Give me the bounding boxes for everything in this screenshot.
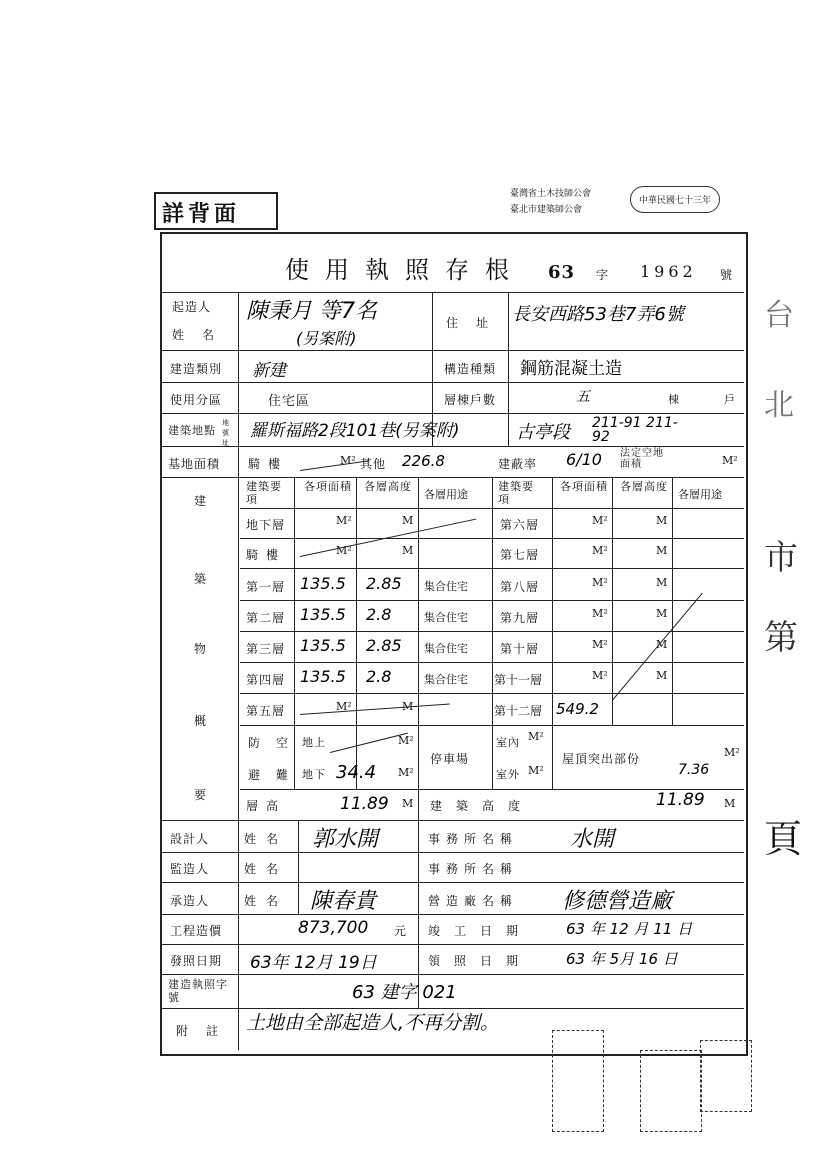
hw-f4-h: 2.8	[366, 667, 392, 686]
hw-category: 新建	[252, 361, 286, 381]
col-item-left: 建築要項	[246, 480, 282, 506]
label-above: 地上	[302, 736, 326, 749]
floor-left-2: 第一層	[246, 580, 286, 594]
u-r0a: M²	[592, 514, 608, 527]
u-r5h: M	[656, 669, 668, 682]
label-below: 地下	[302, 768, 326, 781]
col-area-right: 各項面積	[560, 480, 608, 493]
col-height-right: 各層高度	[620, 480, 668, 493]
u-r3h: M	[656, 607, 668, 620]
side-char-5: 頁	[764, 817, 804, 861]
label-supervisor: 監造人	[170, 862, 210, 876]
label-receive-date: 領照日期	[428, 954, 533, 968]
hw-f3-use: 集合住宅	[424, 642, 468, 655]
col-height-left: 各層高度	[364, 480, 412, 493]
u-r2h: M	[656, 576, 668, 589]
label-building-1: 建	[194, 494, 208, 508]
u-r3a: M²	[592, 607, 608, 620]
label-permit-no: 建造執照字號	[168, 978, 228, 1004]
hw-f1-h: 2.85	[366, 574, 402, 593]
detail-tag	[154, 192, 278, 230]
u-l0h: M	[402, 514, 414, 527]
hw-floors: 五	[576, 389, 590, 405]
hw-f1-area: 135.5	[300, 574, 346, 593]
unit-above: M²	[398, 734, 414, 747]
hw-f2-h: 2.8	[366, 605, 392, 624]
label-office-2: 事務所名稱	[428, 862, 519, 876]
u-l6h: M	[402, 700, 414, 713]
top-stamp	[500, 180, 740, 226]
label-units: 戶	[724, 393, 736, 406]
u-r1h: M	[656, 544, 668, 557]
label-civil-defense-2: 空	[276, 736, 290, 750]
label-contractor: 承造人	[170, 894, 210, 908]
label-other: 其他	[360, 457, 387, 471]
side-char-4: 第	[764, 618, 799, 658]
bottom-stamp-left	[552, 1030, 604, 1132]
label-office: 事務所名稱	[428, 832, 519, 846]
top-stamp-line2: 臺北市建築師公會	[510, 205, 583, 215]
label-open-space: 法定空地面積	[620, 448, 664, 470]
col-item-right: 建築要項	[498, 480, 534, 506]
hw-f2-use: 集合住宅	[424, 611, 468, 624]
hw-address: 長安西路53巷7弄6號	[512, 304, 684, 325]
hw-f3-h: 2.85	[366, 636, 402, 655]
u-r4a: M²	[592, 638, 608, 651]
u-l1a: M²	[336, 544, 352, 557]
permit-suffix: 號	[720, 268, 734, 282]
hw-permit: 63 建字 021	[352, 982, 457, 1003]
label-yen: 元	[394, 924, 408, 938]
unit-building-height: M	[724, 797, 736, 810]
hw-zone: 住宅區	[268, 394, 311, 409]
side-char-2: 北	[764, 388, 795, 423]
unit-open-space: M²	[722, 454, 738, 467]
label-note: 附註	[176, 1024, 237, 1038]
label-applicant: 起造人	[172, 300, 212, 314]
label-civil-defense-3: 避	[248, 768, 262, 782]
hw-firm: 修德營造廠	[562, 889, 673, 914]
permit-number-mid: 字	[596, 268, 610, 282]
permit-year: 1962	[640, 262, 697, 281]
label-building-5: 要	[194, 788, 208, 802]
label-floors-units: 層棟戶數	[444, 393, 497, 407]
floor-left-5: 第四層	[246, 673, 286, 687]
label-cost: 工程造價	[170, 924, 223, 938]
hw-f4-use: 集合住宅	[424, 673, 468, 686]
top-stamp-line1: 臺灣省土木技師公會	[510, 189, 592, 199]
label-building-4: 概	[194, 714, 208, 728]
floor-left-6: 第五層	[246, 704, 286, 718]
label-coverage: 建蔽率	[498, 457, 538, 471]
label-supervisor-name: 姓名	[244, 862, 289, 876]
floor-right-6: 第十二層	[494, 704, 543, 718]
unit-outdoor: M²	[528, 764, 544, 777]
hw-lot: 古亭段	[516, 422, 570, 443]
floor-left-3: 第二層	[246, 611, 286, 625]
unit-roof: M²	[724, 746, 740, 759]
label-contractor-name: 姓名	[244, 894, 289, 908]
form-title: 使用執照存根	[285, 256, 525, 284]
label-building-2: 築	[194, 572, 208, 586]
label-address: 住址	[446, 316, 507, 330]
label-issue-date: 發照日期	[170, 954, 223, 968]
floor-right-0: 第六層	[500, 518, 540, 532]
unit-storey: M	[402, 797, 414, 810]
col-use-left: 各層用途	[424, 488, 468, 501]
label-firm: 營造廠名稱	[428, 894, 519, 908]
hw-office: 水開	[570, 827, 615, 852]
label-civil-defense-1: 防	[248, 736, 262, 750]
col-area-left: 各項面積	[304, 480, 352, 493]
label-roof: 屋頂突出部份	[562, 752, 641, 766]
label-structure-type: 構造種類	[444, 362, 497, 376]
hw-storey-total: 11.89	[340, 794, 389, 814]
hw-building-height: 11.89	[656, 790, 705, 810]
side-char-1: 台	[764, 298, 795, 333]
hw-site: 羅斯福路2段101巷(另案附)	[250, 421, 460, 441]
hw-applicant: 陳秉月 等7名	[246, 299, 377, 324]
u-l0a: M²	[336, 514, 352, 527]
hw-f1-use: 集合住宅	[424, 580, 468, 593]
hw-roof: 7.36	[678, 762, 710, 778]
u-r0h: M	[656, 514, 668, 527]
u-r5a: M²	[592, 669, 608, 682]
floor-right-5: 第十一層	[494, 673, 543, 687]
label-building-3: 物	[194, 642, 208, 656]
label-site-area: 基地面積	[168, 457, 221, 471]
label-build-category: 建造類別	[170, 362, 223, 376]
hw-structure: 鋼筋混凝土造	[520, 359, 622, 379]
floor-right-3: 第九層	[500, 611, 540, 625]
label-parking: 停車場	[430, 752, 470, 766]
u-r2a: M²	[592, 576, 608, 589]
label-building-height: 建築高度	[430, 799, 535, 813]
label-civil-defense-4: 難	[276, 768, 290, 782]
floor-right-4: 第十層	[500, 642, 540, 656]
floor-left-0: 地下層	[246, 518, 286, 532]
label-arcade: 騎樓	[248, 457, 289, 471]
hw-f12-area: 549.2	[556, 700, 599, 718]
label-storeys-blocks: 棟	[668, 393, 680, 406]
label-designer-name: 姓名	[244, 832, 289, 846]
label-indoor: 室內	[496, 736, 520, 749]
label-site: 建築地點	[168, 424, 216, 437]
unit-indoor: M²	[528, 730, 544, 743]
hw-shelter-below: 34.4	[336, 762, 377, 783]
bottom-stamp-right	[700, 1040, 752, 1112]
unit-arcade: M²	[340, 454, 356, 467]
floor-left-4: 第三層	[246, 642, 286, 656]
label-use-zone: 使用分區	[170, 393, 223, 407]
hw-contractor: 陳春貴	[310, 889, 377, 914]
hw-completion: 63 年 12 月 11 日	[566, 920, 693, 938]
top-stamp-right: 中華民國七十三年	[630, 186, 720, 213]
hw-f4-area: 135.5	[300, 667, 346, 686]
bottom-stamp-mid	[640, 1050, 702, 1132]
label-designer: 設計人	[170, 832, 210, 846]
u-l6a: M²	[336, 700, 352, 713]
label-outdoor: 室外	[496, 768, 520, 781]
label-site-small: 地號址	[222, 419, 230, 447]
label-completion: 竣工日期	[428, 924, 533, 938]
detail-tag-text: 詳背面	[162, 201, 241, 227]
hw-applicant-note: (另案附)	[296, 329, 357, 348]
u-l1h: M	[402, 544, 414, 557]
side-char-3: 市	[764, 538, 799, 578]
unit-below: M²	[398, 766, 414, 779]
u-r4h: M	[656, 638, 668, 651]
hw-f3-area: 135.5	[300, 636, 346, 655]
hw-issue: 63年 12月 19日	[250, 953, 377, 973]
hw-lot-no: 211-91 211-92	[592, 415, 678, 445]
hw-coverage: 6/10	[566, 450, 602, 469]
hw-other-area: 226.8	[402, 452, 445, 470]
u-r1a: M²	[592, 544, 608, 557]
floor-right-2: 第八層	[500, 580, 540, 594]
hw-cost: 873,700	[298, 918, 369, 938]
hw-receive: 63 年 5月 16 日	[566, 950, 678, 968]
floor-left-1: 騎樓	[246, 548, 287, 562]
permit-number: 63	[548, 262, 576, 283]
hw-f2-area: 135.5	[300, 605, 346, 624]
label-name: 姓名	[172, 328, 233, 342]
hw-note: 土地由全部起造人,不再分割。	[246, 1012, 500, 1034]
hw-designer: 郭水開	[312, 827, 379, 852]
col-use-right: 各層用途	[678, 488, 722, 501]
label-storey-height: 層高	[246, 799, 287, 813]
floor-right-1: 第七層	[500, 548, 540, 562]
